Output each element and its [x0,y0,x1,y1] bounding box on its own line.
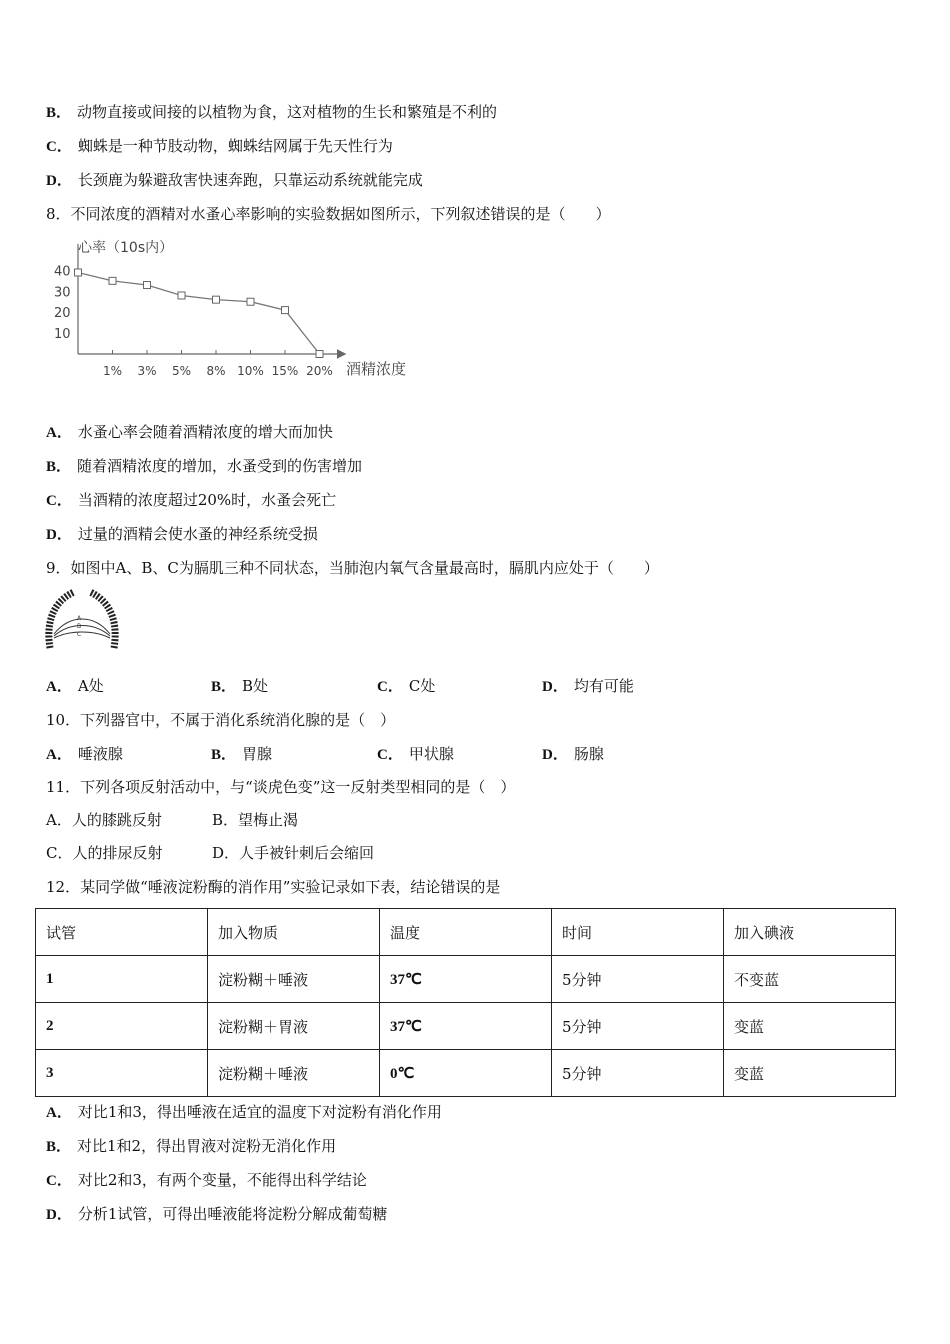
data-point [75,269,82,276]
q10-option-d: D． 肠腺 [542,745,604,763]
table-cell: 不变蓝 [724,956,896,1003]
data-point [282,307,289,314]
table-header: 加入碘液 [724,909,896,956]
data-point [144,282,151,289]
table-header: 时间 [552,909,724,956]
table-cell: 5分钟 [552,956,724,1003]
x-tick-label: 8% [206,364,226,378]
y-tick-label: 10 [54,327,71,343]
data-point [316,351,323,358]
heart-rate-chart [44,234,424,384]
x-tick-label: 10% [237,364,264,378]
x-tick-label: 5% [171,364,192,378]
q8-option-a: A． 水蚤心率会随着酒精浓度的增大而加快 [46,423,333,441]
q11-option-c: C．人的排尿反射 [46,844,163,862]
x-tick-label: 1% [102,364,123,378]
table-cell: 5分钟 [552,1003,724,1050]
table-cell: 5分钟 [552,1050,724,1097]
table-header-row [36,909,896,956]
table-cell: 淀粉糊＋唾液 [208,956,380,1003]
q11-option-d: D．人手被针刺后会缩回 [212,844,375,862]
diaphragm-label-b: B [77,623,82,630]
table-header: 温度 [380,909,552,956]
q8-option-d: D． 过量的酒精会使水蚤的神经系统受损 [46,525,318,543]
q11-option-a: A．人的膝跳反射 [46,811,162,829]
q8-option-b: B． 随着酒精浓度的增加，水蚤受到的伤害增加 [46,457,363,475]
q11-option-b: B．望梅止渴 [212,811,299,829]
data-point [109,277,116,284]
table-cell: 3 [36,1050,208,1097]
table-cell: 37℃ [380,1003,552,1050]
diaphragm-figure [44,588,120,652]
y-tick-label: 30 [54,285,71,301]
table-header: 加入物质 [208,909,380,956]
data-point [247,298,254,305]
q9-stem: 9．如图中A、B、C为膈肌三种不同状态，当肺泡内氧气含量最高时，膈肌内应处于（ ） [46,559,659,577]
q7-option-b: B． 动物直接或间接的以植物为食，这对植物的生长和繁殖是不利的 [46,103,498,121]
q9-option-b: B． B处 [211,677,269,695]
table-cell: 0℃ [380,1050,552,1097]
diaphragm-label-a: A [77,615,82,622]
q12-option-b: B． 对比1和2，得出胃液对淀粉无消化作用 [46,1137,337,1155]
table-cell: 2 [36,1003,208,1050]
diaphragm-label-c: C [77,631,82,638]
y-axis-label: 心率（10s内） [78,240,174,256]
data-point [213,296,220,303]
table-row [36,1003,896,1050]
q12-option-d: D． 分析1试管，可得出唾液能将淀粉分解成葡萄糖 [46,1205,388,1223]
experiment-table [35,908,896,1097]
table-cell: 变蓝 [724,1050,896,1097]
table-row [36,956,896,1003]
table-cell: 37℃ [380,956,552,1003]
table-header: 试管 [36,909,208,956]
q9-option-d: D． 均有可能 [542,677,634,695]
q7-option-c: C． 蜘蛛是一种节肢动物，蜘蛛结网属于先天性行为 [46,137,393,155]
table-cell: 淀粉糊＋唾液 [208,1050,380,1097]
q10-stem: 10．下列器官中，不属于消化系统消化腺的是（ ） [46,711,396,729]
table-row [36,1050,896,1097]
q10-option-a: A． 唾液腺 [46,745,123,763]
q7-option-d: D． 长颈鹿为躲避敌害快速奔跑，只靠运动系统就能完成 [46,171,423,189]
q12-option-a: A． 对比1和3，得出唾液在适宜的温度下对淀粉有消化作用 [46,1103,442,1121]
data-point [178,292,185,299]
q12-option-c: C． 对比2和3，有两个变量，不能得出科学结论 [46,1171,367,1189]
q9-option-a: A． A处 [46,677,104,695]
q12-stem: 12．某同学做“唾液淀粉酶的消作用”实验记录如下表，结论错误的是 [46,878,501,896]
x-axis-label: 酒精浓度 [346,360,407,378]
x-tick-label: 3% [137,364,157,378]
table-cell: 1 [36,956,208,1003]
q8-option-c: C． 当酒精的浓度超过20%时，水蚤会死亡 [46,491,337,509]
x-tick-label: 15% [271,364,299,378]
y-tick-label: 20 [54,306,71,322]
table-cell: 变蓝 [724,1003,896,1050]
y-tick-label: 40 [54,264,71,280]
q10-option-c: C． 甲状腺 [377,745,454,763]
x-tick-label: 20% [306,364,333,378]
q9-option-c: C． C处 [377,677,436,695]
q11-stem: 11．下列各项反射活动中，与“谈虎色变”这一反射类型相同的是（ ） [46,778,516,796]
q10-option-b: B． 胃腺 [211,745,273,763]
q8-stem: 8．不同浓度的酒精对水蚤心率影响的实验数据如图所示，下列叙述错误的是（ ） [46,205,611,223]
table-cell: 淀粉糊＋胃液 [208,1003,380,1050]
